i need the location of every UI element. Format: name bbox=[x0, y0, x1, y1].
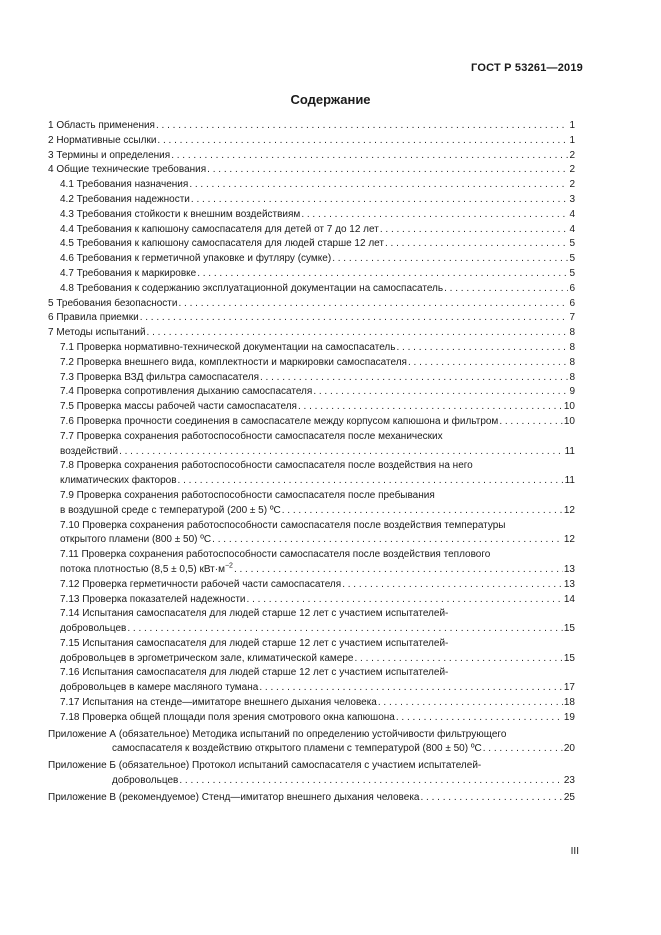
toc-leader bbox=[191, 193, 569, 208]
toc-entry[interactable] bbox=[48, 267, 575, 282]
toc-label-cont: добровольцев bbox=[60, 623, 127, 635]
toc-leader bbox=[147, 326, 569, 341]
toc-page: 11 bbox=[564, 445, 575, 457]
toc-entry[interactable] bbox=[48, 237, 575, 252]
toc-leader bbox=[354, 652, 562, 667]
toc-entry[interactable] bbox=[48, 193, 575, 208]
toc-page: 11 bbox=[564, 475, 575, 487]
toc-label: 2 Нормативные ссылки bbox=[48, 134, 157, 146]
toc-label: 3 Термины и определения bbox=[48, 149, 171, 161]
toc-label: 7.6 Проверка прочности соединения в самоспасателе между корпусом капюшона и фильтром bbox=[60, 415, 499, 427]
toc-page: 17 bbox=[563, 682, 575, 694]
toc-entry-multiline[interactable] bbox=[48, 459, 575, 489]
toc-label: 4.6 Требования к герметичной упаковке и футляру (сумке) bbox=[60, 253, 332, 265]
toc-appendix-a[interactable] bbox=[48, 728, 575, 758]
toc-label-cont: добровольцев в камере масляного тумана bbox=[60, 682, 259, 694]
toc-leader bbox=[178, 297, 568, 312]
toc-label: 5 Требования безопасности bbox=[48, 297, 178, 309]
toc-page: 18 bbox=[563, 697, 575, 709]
toc-label: 4.8 Требования к содержанию эксплуатационной документации на самоспасатель bbox=[60, 282, 444, 294]
toc-label: 4.3 Требования стойкости к внешним воздействиям bbox=[60, 208, 301, 220]
toc-leader bbox=[179, 774, 563, 789]
toc-entry[interactable] bbox=[48, 356, 575, 371]
toc-page: 19 bbox=[563, 711, 575, 723]
toc-label: Приложение В (рекомендуемое) Стенд—имитатор внешнего дыхания человека bbox=[48, 791, 420, 803]
toc-label: 4 Общие технические требования bbox=[48, 164, 207, 176]
toc-label: 7.11 Проверка сохранения работоспособности самоспасателя после воздействия теплового bbox=[60, 549, 491, 561]
toc-label: 7.14 Испытания самоспасателя для людей старше 12 лет с участием испытателей- bbox=[60, 608, 449, 620]
toc-leader bbox=[212, 533, 563, 548]
toc-entry-multiline[interactable] bbox=[48, 548, 575, 578]
toc-label: 7.18 Проверка общей площади поля зрения смотрового окна капюшона bbox=[60, 711, 395, 723]
toc-page: 15 bbox=[563, 652, 575, 664]
toc-page: 20 bbox=[563, 743, 575, 755]
toc-label: 6 Правила приемки bbox=[48, 312, 139, 324]
toc-label: 7.7 Проверка сохранения работоспособности самоспасателя после механических bbox=[60, 430, 443, 442]
toc-leader bbox=[385, 237, 568, 252]
toc-label: 7.15 Испытания самоспасателя для людей старше 12 лет с участием испытателей- bbox=[60, 637, 449, 649]
toc-leader bbox=[499, 415, 563, 430]
toc-label-cont: самоспасателя к воздействию открытого пламени с температурой (800 ± 50) ºС bbox=[112, 743, 482, 755]
toc-entry[interactable] bbox=[48, 341, 575, 356]
toc-entry[interactable] bbox=[48, 208, 575, 223]
toc-label: 4.7 Требования к маркировке bbox=[60, 267, 197, 279]
toc-leader bbox=[378, 696, 563, 711]
toc-leader bbox=[396, 711, 563, 726]
toc-label-cont: воздействий bbox=[60, 445, 119, 457]
toc-page: 1 bbox=[569, 120, 575, 131]
toc-page: 15 bbox=[563, 623, 575, 635]
toc-leader bbox=[157, 134, 568, 149]
toc-entry[interactable] bbox=[48, 415, 575, 430]
toc-page: 8 bbox=[569, 356, 575, 368]
toc-label: Приложение Б (обязательное) Протокол испытаний самоспасателя с участием испытателей- bbox=[48, 760, 482, 772]
toc-entry[interactable] bbox=[48, 385, 575, 400]
table-of-contents bbox=[48, 119, 575, 806]
toc-leader bbox=[408, 356, 568, 371]
toc-page: 6 bbox=[569, 282, 575, 294]
toc-page: 8 bbox=[569, 327, 575, 339]
toc-label: 7.5 Проверка массы рабочей части самоспасателя bbox=[60, 401, 297, 413]
toc-leader bbox=[247, 593, 563, 608]
toc-leader bbox=[420, 791, 562, 806]
toc-page: 25 bbox=[563, 791, 575, 803]
toc-label: 7.3 Проверка ВЗД фильтра самоспасателя bbox=[60, 371, 259, 383]
toc-label-text: потока плотностью (8,5 ± 0,5) кВт·м bbox=[60, 563, 225, 575]
toc-leader bbox=[127, 622, 563, 637]
toc-label: 7.2 Проверка внешнего вида, комплектности и маркировки самоспасателя bbox=[60, 356, 407, 368]
toc-label: 4.2 Требования надежности bbox=[60, 193, 190, 205]
toc-label: 1 Область применения bbox=[48, 120, 155, 131]
toc-page: 14 bbox=[563, 593, 575, 605]
toc-page: 8 bbox=[569, 341, 575, 353]
toc-page: 4 bbox=[569, 223, 575, 235]
toc-page: 2 bbox=[569, 179, 575, 191]
toc-page: 10 bbox=[563, 401, 575, 413]
toc-page: 5 bbox=[569, 238, 575, 250]
toc-page: 5 bbox=[569, 267, 575, 279]
toc-page: 12 bbox=[563, 534, 575, 546]
toc-entry[interactable] bbox=[48, 297, 575, 312]
toc-page: 2 bbox=[569, 164, 575, 176]
toc-leader bbox=[259, 681, 563, 696]
toc-leader bbox=[140, 311, 569, 326]
toc-page: 5 bbox=[569, 253, 575, 265]
toc-appendix-c[interactable] bbox=[48, 791, 575, 806]
toc-leader bbox=[207, 163, 568, 178]
superscript: −2 bbox=[224, 562, 233, 570]
toc-leader bbox=[171, 149, 568, 164]
toc-label-cont bbox=[60, 563, 233, 578]
toc-page: 3 bbox=[569, 193, 575, 205]
toc-label: Приложение А (обязательное) Методика испытаний по определению устойчивости фильтрующего bbox=[48, 728, 507, 740]
toc-entry[interactable] bbox=[48, 711, 575, 726]
page-title: Содержание bbox=[290, 92, 371, 107]
toc-entry[interactable] bbox=[48, 400, 575, 415]
toc-label: 7.12 Проверка герметичности рабочей части самоспасателя bbox=[60, 578, 342, 590]
toc-label-cont: открытого пламени (800 ± 50) ºС bbox=[60, 534, 212, 546]
toc-label: 4.4 Требования к капюшону самоспасателя для детей от 7 до 12 лет bbox=[60, 223, 379, 235]
toc-entry[interactable] bbox=[48, 149, 575, 164]
toc-entry-multiline[interactable] bbox=[48, 637, 575, 667]
toc-page: 4 bbox=[569, 208, 575, 220]
toc-leader bbox=[119, 445, 564, 460]
toc-leader bbox=[298, 400, 563, 415]
toc-leader bbox=[282, 504, 563, 519]
toc-leader bbox=[380, 223, 569, 238]
toc-leader bbox=[234, 563, 563, 578]
toc-page: 9 bbox=[569, 386, 575, 398]
toc-label: 4.1 Требования назначения bbox=[60, 179, 189, 191]
toc-leader bbox=[444, 282, 568, 297]
toc-label: 7.4 Проверка сопротивления дыханию самоспасателя bbox=[60, 386, 313, 398]
toc-entry[interactable] bbox=[48, 371, 575, 386]
toc-page: 10 bbox=[563, 415, 575, 427]
toc-page: 13 bbox=[563, 578, 575, 590]
toc-label-cont: добровольцев в эргометрическом зале, климатической камере bbox=[60, 652, 354, 664]
toc-entry[interactable] bbox=[48, 282, 575, 297]
toc-leader bbox=[189, 178, 568, 193]
toc-entry[interactable] bbox=[48, 311, 575, 326]
page-number: III bbox=[570, 846, 579, 857]
toc-leader bbox=[342, 578, 563, 593]
toc-entry-multiline[interactable] bbox=[48, 489, 575, 519]
toc-leader bbox=[156, 119, 568, 134]
toc-label: 7.9 Проверка сохранения работоспособности самоспасателя после пребывания bbox=[60, 489, 435, 501]
toc-page: 2 bbox=[569, 149, 575, 161]
toc-label-cont: добровольцев bbox=[112, 775, 179, 787]
toc-label: 7.8 Проверка сохранения работоспособности самоспасателя после воздействия на него bbox=[60, 460, 473, 472]
toc-leader bbox=[260, 371, 568, 386]
toc-leader bbox=[396, 341, 568, 356]
toc-page: 1 bbox=[569, 134, 575, 146]
toc-label-cont: в воздушной среде с температурой (200 ± 5) ºС bbox=[60, 504, 281, 516]
toc-entry[interactable] bbox=[48, 163, 575, 178]
toc-entry-multiline[interactable] bbox=[48, 607, 575, 637]
toc-label: 7.10 Проверка сохранения работоспособности самоспасателя после воздействия температуры bbox=[60, 519, 506, 531]
toc-entry[interactable] bbox=[48, 223, 575, 238]
toc-leader bbox=[483, 742, 563, 757]
toc-leader bbox=[301, 208, 568, 223]
toc-leader bbox=[313, 385, 568, 400]
toc-label: 7.1 Проверка нормативно-технической документации на самоспасатель bbox=[60, 341, 396, 353]
toc-label: 7.13 Проверка показателей надежности bbox=[60, 593, 246, 605]
toc-page: 23 bbox=[563, 775, 575, 787]
toc-entry[interactable] bbox=[48, 696, 575, 711]
toc-page: 7 bbox=[569, 312, 575, 324]
toc-page: 6 bbox=[569, 297, 575, 309]
document-code: ГОСТ Р 53261—2019 bbox=[471, 62, 583, 74]
toc-entry[interactable] bbox=[48, 326, 575, 341]
toc-label-cont: климатических факторов bbox=[60, 475, 177, 487]
toc-leader bbox=[178, 474, 564, 489]
toc-label: 7.16 Испытания самоспасателя для людей старше 12 лет с участием испытателей- bbox=[60, 667, 449, 679]
toc-entry[interactable] bbox=[48, 178, 575, 193]
toc-entry[interactable] bbox=[48, 578, 575, 593]
toc-label: 7 Методы испытаний bbox=[48, 327, 146, 339]
toc-entry[interactable] bbox=[48, 252, 575, 267]
toc-page: 12 bbox=[563, 504, 575, 516]
toc-leader bbox=[197, 267, 568, 282]
toc-entry-multiline[interactable] bbox=[48, 430, 575, 460]
toc-entry-multiline[interactable] bbox=[48, 666, 575, 696]
toc-entry[interactable] bbox=[48, 134, 575, 149]
toc-entry[interactable] bbox=[48, 593, 575, 608]
toc-page: 13 bbox=[563, 563, 575, 575]
toc-page: 8 bbox=[569, 371, 575, 383]
toc-leader bbox=[332, 252, 568, 267]
toc-label: 7.17 Испытания на стенде—имитаторе внешнего дыхания человека bbox=[60, 697, 377, 709]
toc-entry-multiline[interactable] bbox=[48, 519, 575, 549]
toc-appendix-b[interactable] bbox=[48, 759, 575, 789]
toc-entry[interactable] bbox=[48, 119, 575, 134]
toc-label: 4.5 Требования к капюшону самоспасателя для людей старше 12 лет bbox=[60, 238, 384, 250]
